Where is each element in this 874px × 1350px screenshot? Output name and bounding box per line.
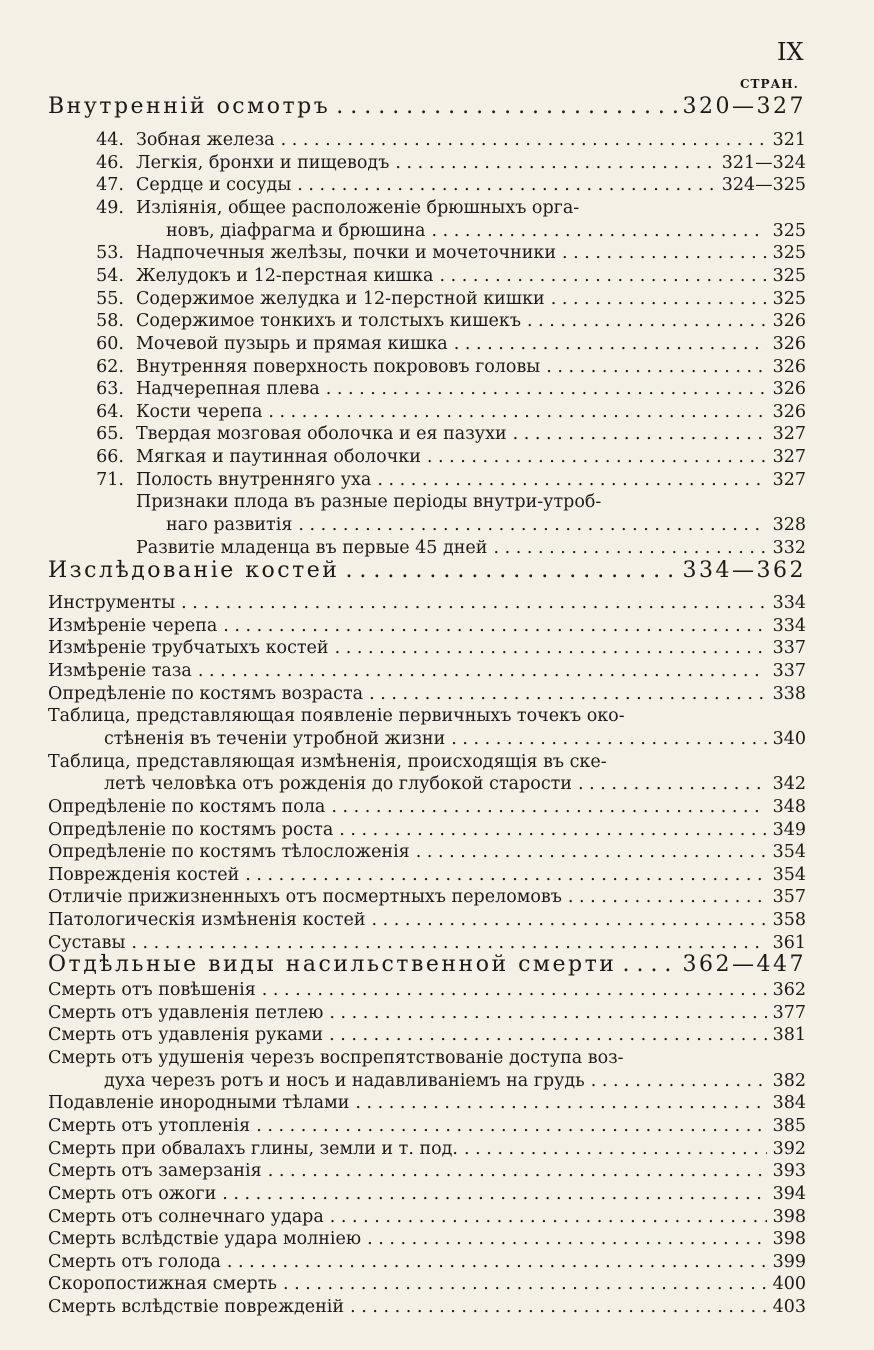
- toc-entry-text: Таблица, представляющая появленіе первичныхъ точекъ око-: [48, 706, 625, 727]
- toc-entry: [48, 1025, 806, 1046]
- entry-number: 60.: [96, 333, 124, 354]
- toc-entry-text: Подавленіе инородными тѣлами: [48, 1093, 350, 1114]
- dot-leader: [256, 1116, 766, 1137]
- entry-number: 54.: [96, 265, 124, 286]
- toc-entry: [48, 887, 806, 908]
- toc-entry: [80, 243, 806, 264]
- toc-entry-text: Признаки плода въ разные періоды внутри-утроб-: [136, 492, 602, 513]
- dot-leader: [262, 980, 767, 1001]
- toc-entry-continuation: духа черезъ ротъ и носъ и надавливаніемъ на грудь: [104, 1070, 585, 1091]
- entry-number: 58.: [96, 311, 124, 332]
- dot-leader: [578, 774, 767, 795]
- toc-entry-text: Смерть отъ удавленія петлею: [48, 1002, 324, 1023]
- toc-entry-text: Опредѣленіе по костямъ возраста: [48, 683, 364, 704]
- toc-entry: [80, 470, 806, 491]
- dot-leader: [329, 1003, 766, 1024]
- section-heading: [48, 954, 806, 975]
- toc-entry: [104, 1071, 806, 1092]
- dot-leader: [223, 616, 766, 637]
- toc-entry: [80, 266, 806, 287]
- toc-entry-text: Надчерепная плева: [136, 379, 320, 400]
- dot-leader: [513, 424, 767, 445]
- toc-entry-page: 348: [772, 796, 806, 817]
- entry-number: 46.: [96, 152, 124, 173]
- toc-entry: [48, 842, 806, 863]
- toc-entry-page: 325: [772, 243, 806, 264]
- section-heading: [48, 560, 806, 581]
- entry-number: 65.: [96, 424, 124, 445]
- dot-leader: [568, 887, 767, 908]
- toc-entry-page: 326: [772, 333, 806, 354]
- toc-entry-text: Опредѣленіе по костямъ тѣлосложенія: [48, 842, 410, 863]
- toc-entry-continuation: наго развитія: [166, 515, 293, 536]
- section-page-range: 320—327: [682, 94, 806, 119]
- toc-entry-text: Легкія, бронхи и пищеводъ: [136, 152, 390, 173]
- toc-entry: [48, 910, 806, 931]
- entry-number: 49.: [96, 197, 124, 218]
- toc-entry: [80, 153, 806, 174]
- toc-entry: [104, 774, 806, 795]
- toc-entry-page: 377: [772, 1002, 806, 1023]
- toc-entry-page: 403: [772, 1297, 806, 1318]
- toc-entry: [48, 1093, 806, 1114]
- toc-entry-text: Надпочечныя желѣзы, почки и мочеточники: [136, 243, 557, 264]
- toc-entry-text: Смерть при обвалахъ глины, земли и т. под.: [48, 1138, 458, 1159]
- dot-leader: [335, 638, 767, 659]
- toc-entry-text: Измѣреніе черепа: [48, 615, 218, 636]
- toc-entry-page: 358: [772, 910, 806, 931]
- toc-entry-text: Твердая мозговая оболочка и ея пазухи: [136, 424, 507, 445]
- toc-entry-text: Суставы: [48, 932, 126, 953]
- toc-entry-text: Сердце и сосуды: [136, 175, 292, 196]
- dot-leader: [451, 729, 766, 750]
- dot-leader: [622, 954, 676, 975]
- toc-entry: [48, 638, 806, 659]
- toc-entry-page: 326: [772, 401, 806, 422]
- toc-entry-page: 337: [772, 660, 806, 681]
- toc-entry: [166, 221, 806, 242]
- toc-entry-page: 326: [772, 311, 806, 332]
- entry-number: 47.: [96, 175, 124, 196]
- toc-entry-page: 340: [772, 728, 806, 749]
- dot-leader: [367, 1229, 766, 1250]
- toc-entry-page: 354: [772, 864, 806, 885]
- toc-entry-continuation: летѣ человѣка отъ рожденія до глубокой старости: [104, 774, 572, 795]
- toc-entry: [48, 616, 806, 637]
- dot-leader: [198, 661, 767, 682]
- toc-entry-text: Смерть отъ голода: [48, 1251, 221, 1272]
- dot-leader: [369, 684, 766, 705]
- toc-entry-page: 384: [772, 1093, 806, 1114]
- toc-entry-text: Смерть отъ ожоги: [48, 1183, 217, 1204]
- entry-number: 44.: [96, 130, 124, 150]
- dot-leader: [350, 1297, 767, 1318]
- toc-entry: [48, 661, 806, 682]
- toc-entry-text: Содержимое тонкихъ и толстыхъ кишекъ: [136, 311, 521, 332]
- toc-entry-text: Полость внутренняго уха: [136, 469, 372, 490]
- dot-leader: [281, 130, 767, 151]
- toc-entry-text: Опредѣленіе по костямъ пола: [48, 796, 326, 817]
- toc-entry-text: Смерть вслѣдствіе поврежденій: [48, 1297, 345, 1318]
- toc-entry-page: 361: [772, 932, 806, 953]
- toc-entry-page: 382: [772, 1070, 806, 1091]
- toc-entry-page: 326: [772, 356, 806, 377]
- toc-entry: [48, 1184, 806, 1205]
- toc-entry: [80, 311, 806, 332]
- toc-entry-page: 399: [772, 1251, 806, 1272]
- toc-entry-text: Содержимое желудка и 12-перстной кишки: [136, 288, 545, 309]
- dot-leader: [326, 379, 767, 400]
- toc-entry-page: 324—325: [721, 175, 806, 196]
- section-page-range: 362—447: [682, 952, 806, 977]
- toc-entry: [48, 593, 806, 614]
- toc-entry: [80, 379, 806, 400]
- toc-entry-text: Отличіе прижизненныхъ отъ посмертныхъ переломовъ: [48, 887, 562, 908]
- dot-leader: [336, 96, 676, 117]
- toc-entry-page: 357: [772, 887, 806, 908]
- dot-leader: [562, 243, 767, 264]
- toc-entry: [80, 334, 806, 355]
- dot-leader: [527, 311, 767, 332]
- toc-entry-text: Поврежденія костей: [48, 864, 240, 885]
- dot-leader: [431, 221, 766, 242]
- toc-entry: [80, 538, 806, 559]
- toc-entry-page: 338: [772, 683, 806, 704]
- toc-entry-page: 393: [772, 1161, 806, 1182]
- dot-leader: [454, 334, 767, 355]
- dot-leader: [546, 357, 766, 378]
- dot-leader: [439, 266, 766, 287]
- dot-leader: [395, 153, 715, 174]
- dot-leader: [377, 470, 766, 491]
- dot-leader: [330, 1207, 767, 1228]
- toc-entry-text: Смерть отъ замерзанія: [48, 1161, 262, 1182]
- toc-entry: [48, 1161, 806, 1182]
- section-title: Внутренній осмотръ: [48, 94, 331, 119]
- toc-entry-text: Кости черепа: [136, 401, 263, 422]
- toc-entry: [48, 1207, 806, 1228]
- toc-entry-page: 327: [772, 424, 806, 445]
- entry-number: 63.: [96, 379, 124, 400]
- toc-entry-text: Изліянія, общее расположеніе брюшныхъ орга- 49.: [136, 198, 579, 219]
- page-number: IX: [777, 38, 804, 66]
- toc-entry: [48, 933, 806, 954]
- section-title: Отдѣльные виды насильственной смерти: [48, 952, 617, 977]
- toc-entry-page: 362: [772, 980, 806, 1000]
- toc-entry-page: 325: [772, 220, 806, 241]
- toc-entry-page: 381: [772, 1025, 806, 1046]
- toc-entry-page: 325: [772, 288, 806, 309]
- dot-leader: [331, 797, 766, 818]
- toc-entry-page: 349: [772, 819, 806, 840]
- toc-entry: [80, 175, 806, 196]
- dot-leader: [131, 933, 766, 954]
- dot-leader: [551, 289, 767, 310]
- entry-number: 66.: [96, 447, 124, 468]
- toc-entry-page: 328: [772, 515, 806, 536]
- toc-entry: [48, 1274, 806, 1295]
- section-title: Изслѣдованіе костей: [48, 558, 340, 583]
- entry-number: 71.: [96, 469, 124, 490]
- toc-entry-page: 334: [772, 593, 806, 613]
- toc-entry: [80, 424, 806, 445]
- toc-entry: [80, 289, 806, 310]
- toc-entry-text: Смерть отъ солнечнаго удара: [48, 1206, 324, 1227]
- toc-entry-text: Опредѣленіе по костямъ роста: [48, 819, 334, 840]
- dot-leader: [591, 1071, 767, 1092]
- dot-leader: [464, 1139, 767, 1160]
- toc-entry: [48, 1116, 806, 1137]
- toc-entry-page: 385: [772, 1115, 806, 1136]
- dot-leader: [427, 447, 767, 468]
- toc-entry-page: 337: [772, 638, 806, 659]
- dot-leader: [372, 910, 767, 931]
- toc-entry: [48, 1252, 806, 1273]
- toc-entry: [48, 684, 806, 705]
- toc-entry-continuation: стѣненія въ теченіи утробной жизни: [104, 728, 446, 749]
- toc-entry-text: Мягкая и паутинная оболочки: [136, 447, 421, 468]
- dot-leader: [227, 1252, 767, 1273]
- toc-entry-page: 321: [772, 130, 806, 150]
- dot-leader: [245, 865, 766, 886]
- toc-entry-page: 321—324: [721, 152, 806, 173]
- dot-leader: [329, 1025, 767, 1046]
- dot-leader: [268, 402, 766, 423]
- toc-entry-page: 398: [772, 1206, 806, 1227]
- entry-number: 53.: [96, 243, 124, 264]
- toc-entry-text: Смерть отъ удавленія руками: [48, 1025, 324, 1046]
- toc-entry: [80, 447, 806, 468]
- toc-entry-text: Инструменты: [48, 593, 176, 613]
- toc-entry: [48, 797, 806, 818]
- toc-entry-page: 334: [772, 615, 806, 636]
- toc-entry-continuation: новъ, діафрагма и брюшина: [166, 220, 426, 241]
- entry-number: 64.: [96, 401, 124, 422]
- toc-entry-page: 400: [772, 1274, 806, 1295]
- toc-entry: [80, 357, 806, 378]
- toc-entry-page: 354: [772, 842, 806, 863]
- section-heading: [48, 96, 806, 117]
- toc-entry: [48, 980, 806, 1001]
- toc-entry-page: 325: [772, 265, 806, 286]
- toc-entry: [48, 865, 806, 886]
- toc-entry: [80, 130, 806, 151]
- toc-entry: [80, 402, 806, 423]
- toc-entry-page: 394: [772, 1183, 806, 1204]
- toc-entry-text: Смерть вслѣдствіе удара молніею: [48, 1229, 362, 1250]
- dot-leader: [283, 1274, 767, 1295]
- toc-entry: [48, 1297, 806, 1318]
- toc-entry-page: 398: [772, 1229, 806, 1250]
- toc-entry-text: Внутренняя поверхность покрововъ головы: [136, 356, 541, 377]
- toc-entry-page: 342: [772, 774, 806, 795]
- toc-entry-text: Измѣреніе таза: [48, 660, 192, 681]
- entry-number: 55.: [96, 288, 124, 309]
- toc-entry-text: Смерть отъ повѣшенія: [48, 980, 256, 1000]
- dot-leader: [268, 1161, 767, 1182]
- toc-entry-page: 327: [772, 447, 806, 468]
- toc-entry: [48, 1229, 806, 1250]
- toc-entry-page: 392: [772, 1138, 806, 1159]
- toc-entry-page: 332: [772, 537, 806, 558]
- toc-entry-text: Развитіе младенца въ первые 45 дней: [136, 537, 488, 558]
- toc-entry: [104, 729, 806, 750]
- toc-entry-text: Мочевой пузырь и прямая кишка: [136, 333, 448, 354]
- dot-leader: [298, 515, 766, 536]
- toc-entry-text: Смерть отъ утопленія: [48, 1115, 251, 1136]
- page-column-header: СТРАН.: [740, 77, 799, 91]
- toc-entry: [166, 515, 806, 536]
- toc-entry-text: Таблица, представляющая измѣненія, происходящія въ ске-: [48, 751, 607, 772]
- toc-entry: [48, 1003, 806, 1024]
- dot-leader: [222, 1184, 766, 1205]
- dot-leader: [181, 593, 766, 614]
- dot-leader: [493, 538, 766, 559]
- toc-entry-text: Скоропостижная смерть: [48, 1274, 277, 1295]
- toc-entry-text: Смерть отъ удушенія черезъ воспрепятствованіе доступа воз-: [48, 1047, 624, 1068]
- toc-entry: [48, 1139, 806, 1160]
- toc-entry: [48, 820, 806, 841]
- section-page-range: 334—362: [682, 558, 806, 583]
- toc-entry-text: Желудокъ и 12-перстная кишка: [136, 265, 434, 286]
- toc-entry-page: 326: [772, 379, 806, 400]
- dot-leader: [416, 842, 767, 863]
- entry-number: 62.: [96, 356, 124, 377]
- toc-entry-text: Измѣреніе трубчатыхъ костей: [48, 638, 329, 659]
- toc-entry-text: Патологическія измѣненія костей: [48, 910, 366, 931]
- toc-entry-text: Зобная железа: [136, 130, 275, 150]
- dot-leader: [355, 1093, 766, 1114]
- dot-leader: [339, 820, 766, 841]
- dot-leader: [297, 175, 715, 196]
- dot-leader: [345, 560, 676, 581]
- toc-entry-page: 327: [772, 469, 806, 490]
